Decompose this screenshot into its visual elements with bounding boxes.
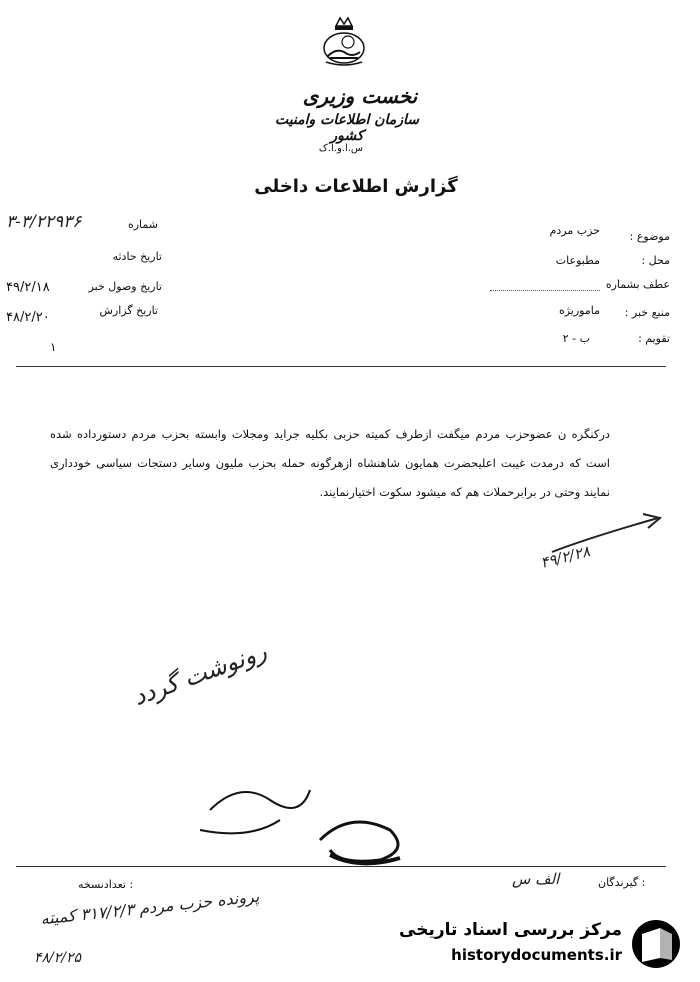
reference-line [490, 290, 600, 291]
handwritten-instruction: رونوشت گردد [129, 636, 271, 712]
header-divider [16, 366, 666, 367]
lion-and-sun-emblem-icon [318, 14, 370, 72]
footer-divider [16, 866, 666, 867]
recipients-value: الف س [512, 870, 560, 888]
rating-value: ب - ۲ [562, 332, 590, 345]
report-title: گزارش اطلاعات داخلی [254, 176, 458, 197]
report-date-label: تاریخ گزارش [99, 304, 158, 317]
copies-label: تعدادنسخه : [78, 878, 134, 891]
report-body: درکنگره ن عضوحزب مردم میگفت ازطرف کمیته حزبی بکلیه جراید ومجلات وابسته بحزب مردم دستورداده شده است که درمدت غیبت اعلیحضرت همایون شاهنشاه ازهرگونه حمله بحزب ملیون وسایر دستجات سیاسی خودداری نمایند وحتی در برابرحملات هم که میشود سکوت اختیارنمایند. [50, 427, 610, 499]
source-value: ماموریژه [558, 304, 600, 317]
watermark-url: historydocuments.ir [451, 946, 622, 964]
subject-value: حزب مردم [549, 224, 600, 237]
subject-label: موضوع : [629, 230, 670, 243]
watermark [399, 914, 688, 972]
meta-right [430, 220, 670, 350]
reference-label: عطف بشماره [605, 278, 670, 291]
incident-date-label: تاریخ حادثه [112, 250, 162, 263]
watermark-title: مرکز بررسی اسناد تاریخی [399, 920, 622, 940]
document-center-logo-icon [630, 918, 682, 970]
header-line-3: س.ا.و.ا.ک [318, 143, 364, 154]
handwritten-file-note: پرونده حزب مردم ۳۱۷/۲/۳ کمیته [39, 886, 261, 929]
header-line-2: سازمان اطلاعات وامنیت کشور [274, 112, 420, 144]
meta-left [0, 210, 180, 330]
location-value: مطبوعات [555, 254, 600, 267]
rating-label: تقویم : [638, 332, 670, 345]
location-label: محل : [641, 254, 670, 267]
report-date-value: ۴۸/۲/۲۰ [6, 310, 50, 325]
header-line-1: نخست وزیری [302, 84, 418, 108]
annotation-date: ۴۹/۲/۲۸ [538, 542, 592, 572]
bottom-date: ۴۸/۲/۲۵ [34, 950, 82, 966]
receipt-date-label: تاریخ وصول خبر [88, 280, 162, 293]
page-marker: ۱ [50, 340, 57, 354]
number-label: شماره [127, 218, 158, 231]
receipt-date-value: ۴۹/۲/۱۸ [6, 280, 50, 295]
source-label: منبع خبر : [624, 306, 670, 319]
number-value: ۳-۳/۲۲۹۳۶ [6, 212, 82, 232]
recipients-label: گیرندگان : [598, 876, 646, 889]
